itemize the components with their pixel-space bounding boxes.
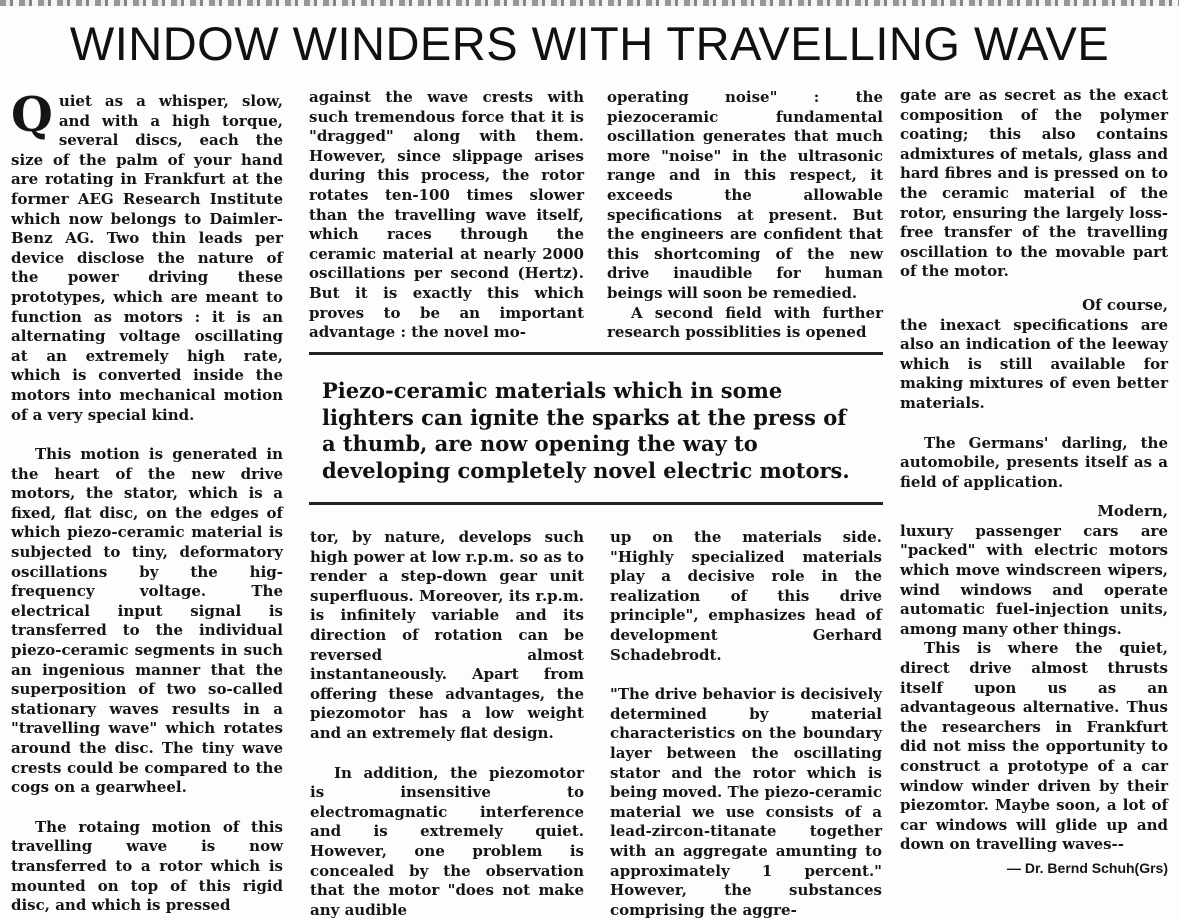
paragraph: luxury passenger cars are "packed" with electric motors which move windscreen wipers, wind windows and operate automatic fuel-injection units, among many other things. (900, 521, 1168, 638)
paragraph: This is where the quiet, direct drive almost thrusts itself upon us as an advantageous alternative. Thus the researchers in Frankfurt did not miss the opportunity to construct a prototype of a car window winder driven by their piezomtor. Maybe soon, a lot of car windows will glide up and down on travelling waves-- (900, 639, 1168, 854)
article-column-4 (900, 86, 1168, 881)
article-headline: WINDOW WINDERS WITH TRAVELLING WAVE (69, 17, 1110, 70)
paragraph: gate are as secret as the exact composition of the polymer coating; this also contains admixtures of metals, glass and hard fibres and is pressed on to the ceramic material of the rotor, ensuring the largely loss-free transfer of the travelling oscillation to the movable part of the motor. (900, 86, 1168, 281)
paragraph: up on the materials side. "Highly specialized materials play a decisive role in the realization of this drive principle", emphasizes head of development Gerhard Schadebrodt. (610, 528, 882, 664)
article-column-2-bottom (310, 528, 584, 919)
paragraph: This motion is generated in the heart of the new drive motors, the stator, which is a fixed, flat disc, on the edges of which piezo-ceramic material is subjected to tiny, deformatory oscillations by the hig-frequency voltage. The electrical input signal is transferred to the individual piezo-ceramic segments in such an ingenious manner that the superposition of two so-called stationary waves results in a "travelling wave" which rotates around the disc. The tiny wave crests could be compared to the cogs on a gearwheel. (11, 445, 283, 797)
drop-cap: Q (11, 87, 53, 143)
paragraph-lead: Of course, (1082, 295, 1168, 314)
author-signature: — Dr. Bernd Schuh(Grs) (1006, 860, 1168, 876)
paragraph: operating noise" : the piezoceramic fundamental oscillation generates that much more "noise" in the ultrasonic range and in this respect, it exceeds the allowable specifications at present. But the engineers are confident that this shortcoming of the new drive inaudible for human beings will soon be remedied. (607, 88, 883, 302)
article-column-3-top (607, 88, 883, 342)
paragraph: "The drive behavior is decisively determined by material characteristics on the boundary layer between the oscillating stator and the rotor which is being moved. The piezo-ceramic material we use consists of a lead-zircon-titanate together with an aggregate amunting to approximately 1 percent." However, the substances comprising the aggre- (610, 685, 882, 919)
paragraph: tor, by nature, develops such high power at low r.p.m. so as to render a step-down gear unit superfluous. Moreover, its r.p.m. is infinitely variable and its direction of rotation can be reversed almost instantaneously. Apart from offering these advantages, the piezomotor has a low weight and an extremely flat design. (310, 528, 584, 742)
paragraph: the inexact specifications are also an indication of the leeway which is still available for making mixtures of even better materials. (900, 315, 1168, 412)
paragraph-intro-text: uiet as a whisper, slow, and with a high torque, several discs, each the size of the palm of your hand are rotating in Frankfurt at the former AEG Research Institute which now belongs to Daimler-Benz AG. Two thin leads per device disclose the nature of the power driving these prototypes, which are meant to function as motors : it is an alternating voltage oscillating at an extremely high rate, which is converted inside the motors into mechanical motion of a very special kind. (11, 92, 283, 424)
paragraph-intro (11, 87, 283, 425)
paragraph: In addition, the piezomotor is insensitive to electromagnatic interference and is extremely quiet. However, one problem is concealed by the observation that the motor "does not make any audible (310, 763, 584, 919)
article-column-3-bottom (610, 528, 882, 919)
pull-quote: Piezo-ceramic materials which in some lighters can ignite the sparks at the press of a thumb, are now opening the way to developing completely novel electric motors. (322, 378, 850, 483)
article-column-2-top (309, 88, 584, 342)
article-column-1 (11, 87, 283, 915)
paragraph: The Germans' darling, the automobile, presents itself as a field of application. (900, 433, 1168, 491)
paragraph: against the wave crests with such tremendous force that it is "dragged" along with them. However, since slippage arises during this process, the rotor rotates ten-100 times slower than the travelling wave itself, which races through the ceramic material at nearly 2000 oscillations per second (Hertz). But it is exactly this which proves to be an important advantage : the novel mo- (309, 88, 584, 342)
clipping-top-edge (0, 0, 1179, 6)
paragraph: A second field with further research possiblities is opened (607, 303, 883, 342)
paragraph: The rotaing motion of this travelling wave is now transferred to a rotor which is mounted on top of this rigid disc, and which is pressed (11, 817, 283, 915)
paragraph-lead: Modern, (1097, 502, 1168, 521)
pull-quote-top-rule (309, 352, 883, 355)
pull-quote-bottom-rule (309, 502, 883, 505)
